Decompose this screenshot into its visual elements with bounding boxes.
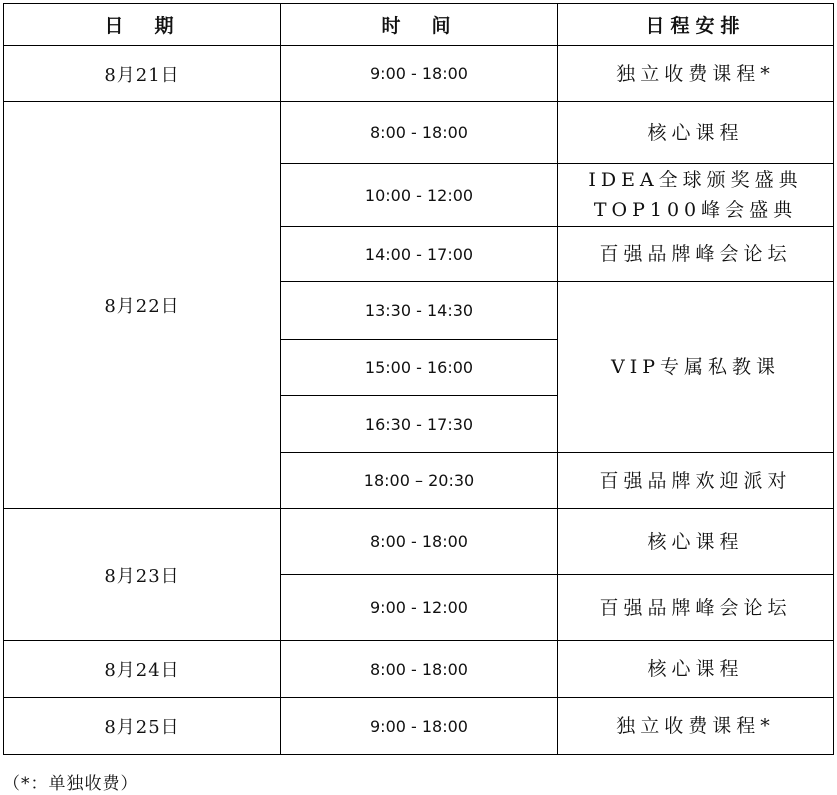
plan-cell: 百强品牌峰会论坛 xyxy=(558,575,834,641)
header-time: 时 间 xyxy=(281,4,558,46)
time-cell: 10:00 - 12:00 xyxy=(281,164,558,227)
date-cell: 8月23日 xyxy=(4,509,281,641)
time-cell: 8:00 - 18:00 xyxy=(281,509,558,575)
time-cell: 14:00 - 17:00 xyxy=(281,227,558,282)
table-row xyxy=(4,698,834,755)
table-row xyxy=(4,641,834,698)
schedule-table xyxy=(3,3,834,755)
plan-cell: VIP专属私教课 xyxy=(558,282,834,453)
plan-cell: 独立收费课程* xyxy=(558,46,834,102)
date-cell: 8月21日 xyxy=(4,46,281,102)
time-cell: 18:00 – 20:30 xyxy=(281,453,558,509)
plan-cell xyxy=(558,164,834,227)
header-plan: 日程安排 xyxy=(558,4,834,46)
plan-cell: 核心课程 xyxy=(558,509,834,575)
time-cell: 9:00 - 12:00 xyxy=(281,575,558,641)
footnote: （*：单独收费） xyxy=(3,774,139,794)
plan-cell: 核心课程 xyxy=(558,102,834,164)
plan-cell: 百强品牌欢迎派对 xyxy=(558,453,834,509)
table-row xyxy=(4,102,834,164)
time-cell: 15:00 - 16:00 xyxy=(281,340,558,396)
date-cell: 8月25日 xyxy=(4,698,281,755)
header-date: 日 期 xyxy=(4,4,281,46)
table-row xyxy=(4,46,834,102)
time-cell: 8:00 - 18:00 xyxy=(281,102,558,164)
time-cell: 9:00 - 18:00 xyxy=(281,46,558,102)
plan-line: TOP100峰会盛典 xyxy=(593,199,798,221)
header-row xyxy=(4,4,834,46)
time-cell: 8:00 - 18:00 xyxy=(281,641,558,698)
plan-cell: 独立收费课程* xyxy=(558,698,834,755)
table-row xyxy=(4,509,834,575)
plan-cell: 百强品牌峰会论坛 xyxy=(558,227,834,282)
plan-cell: 核心课程 xyxy=(558,641,834,698)
date-cell: 8月24日 xyxy=(4,641,281,698)
plan-line: IDEA全球颁奖盛典 xyxy=(588,169,803,191)
time-cell: 16:30 - 17:30 xyxy=(281,396,558,453)
time-cell: 9:00 - 18:00 xyxy=(281,698,558,755)
time-cell: 13:30 - 14:30 xyxy=(281,282,558,340)
date-cell: 8月22日 xyxy=(4,102,281,509)
